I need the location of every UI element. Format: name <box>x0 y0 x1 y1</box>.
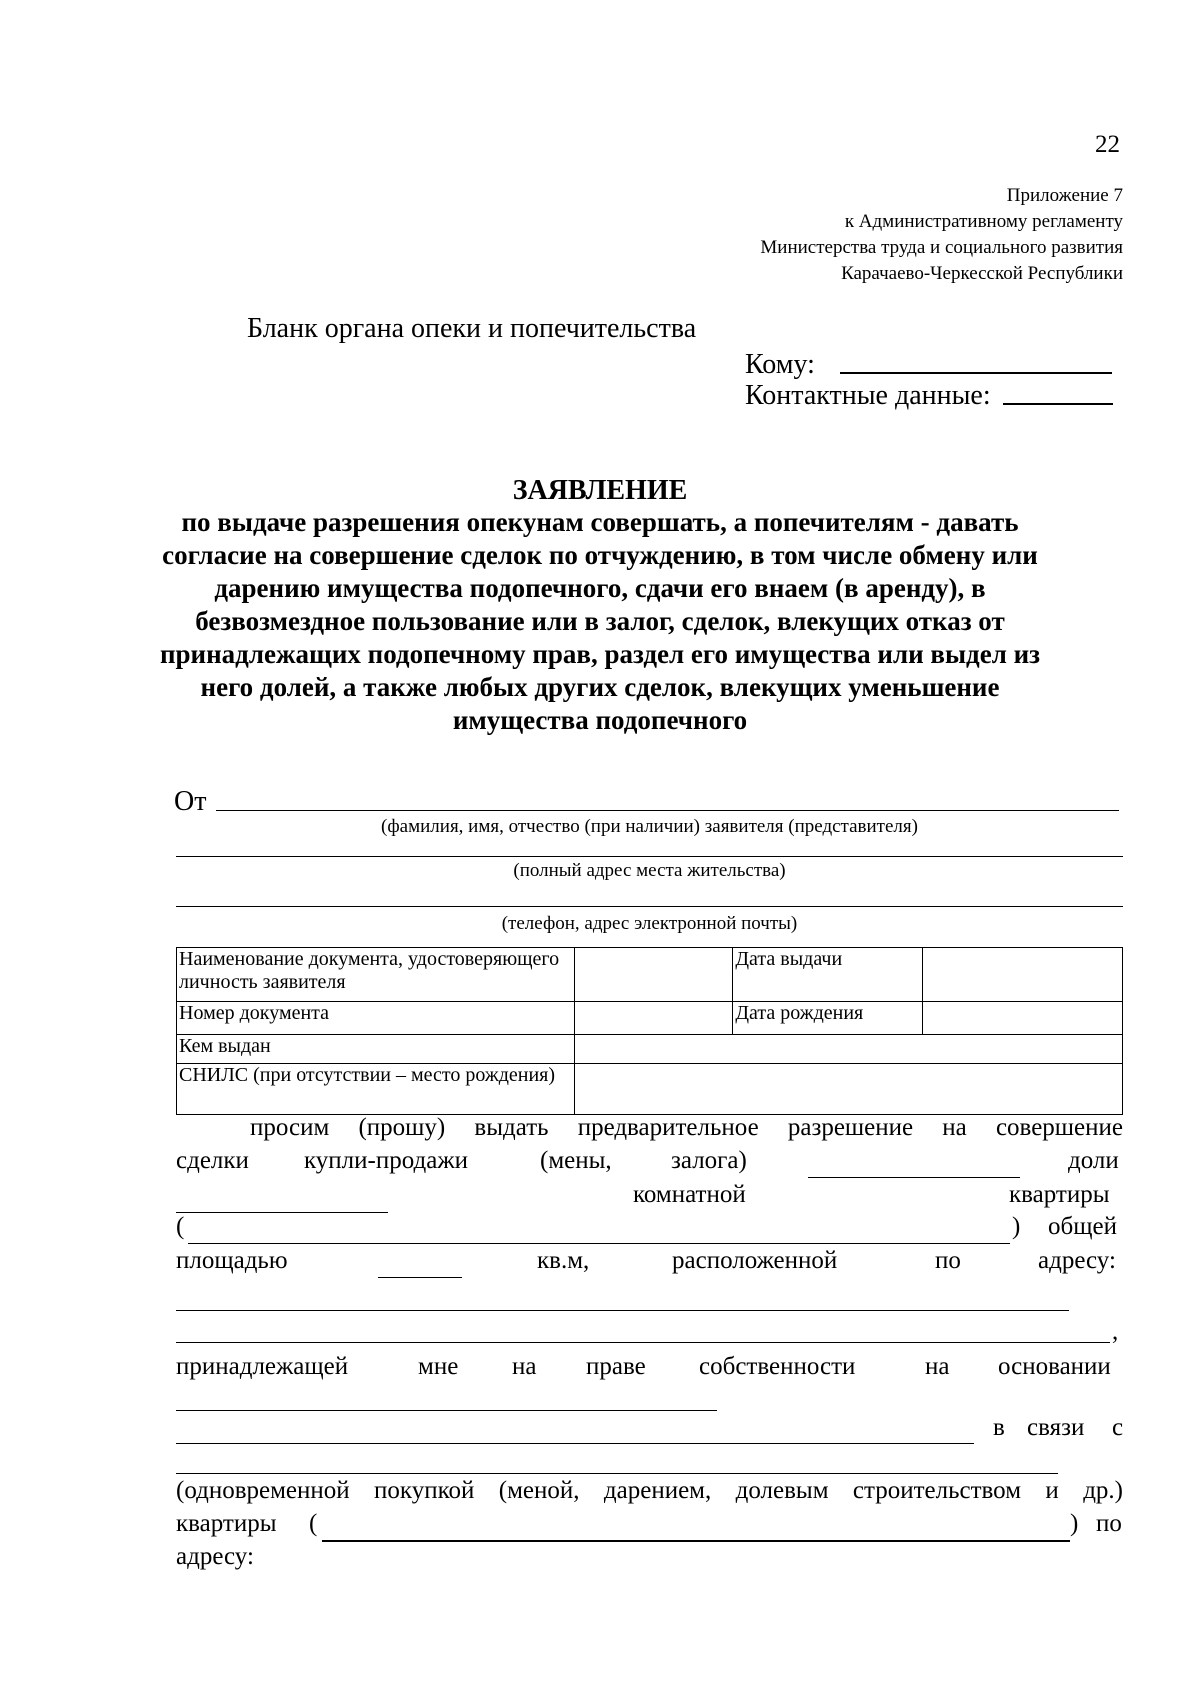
reason-caption: (одновременной покупкой (меной, дарением, долевым строительством и др.) <box>176 1477 1123 1504</box>
doc-name-label: Наименование документа, удостоверяющего личность заявителя <box>177 948 575 1002</box>
appendix-line: Карачаево-Черкесской Республики <box>841 263 1123 284</box>
paren-open: ( <box>176 1213 185 1240</box>
snils-value-cell[interactable] <box>574 1064 1122 1115</box>
rooms-word: комнатной <box>633 1181 746 1208</box>
at-word: по <box>935 1247 961 1274</box>
ownership-word: основании <box>998 1353 1111 1380</box>
ownership-word: на <box>512 1353 537 1380</box>
comma: , <box>1112 1318 1119 1345</box>
ownership-basis-field[interactable] <box>176 1410 717 1411</box>
share-field[interactable] <box>808 1177 1020 1178</box>
in-connection-word: с <box>1112 1414 1124 1441</box>
in-connection-word: связи <box>1027 1414 1085 1441</box>
paren-close-2: ) <box>1070 1510 1079 1537</box>
letterhead-label: Бланк органа опеки и попечительства <box>247 313 697 344</box>
in-connection-word: в <box>993 1414 1005 1441</box>
recipient-contacts-label: Контактные данные: <box>745 380 991 411</box>
subtitle-line: согласие на совершение сделок по отчуждению, в том числе обмену или <box>162 540 1038 570</box>
page-number: 22 <box>1095 131 1120 158</box>
recipient-to-label: Кому: <box>745 349 815 380</box>
table-row <box>177 948 1123 1002</box>
ownership-word: мне <box>418 1353 459 1380</box>
deal-word: купли-продажи <box>304 1147 468 1174</box>
apartment-details-field[interactable] <box>188 1243 1010 1244</box>
applicant-contact-field[interactable] <box>176 906 1123 907</box>
appendix-line: к Административному регламенту <box>844 211 1123 232</box>
at-word-2: по <box>1096 1510 1122 1537</box>
ownership-word: праве <box>586 1353 646 1380</box>
apartment-word: квартиры <box>1009 1181 1110 1208</box>
ownership-word: собственности <box>699 1353 856 1380</box>
sqm-word: кв.м, <box>537 1247 590 1274</box>
doc-name-value-cell[interactable] <box>574 948 733 1002</box>
paren-close: ) <box>1012 1213 1021 1240</box>
from-label: От <box>174 786 207 817</box>
table-row <box>177 1002 1123 1035</box>
reason-field[interactable] <box>176 1473 1058 1474</box>
form-subtitle <box>100 506 1100 737</box>
subtitle-line: безвозмездное пользование или в залог, сделок, влекущих отказ от <box>195 606 1005 636</box>
rooms-field[interactable] <box>176 1212 388 1213</box>
ownership-basis-field-2[interactable] <box>176 1443 974 1444</box>
birth-date-value-cell[interactable] <box>923 1002 1123 1035</box>
located-word: расположенной <box>672 1247 838 1274</box>
issued-by-value-cell[interactable] <box>574 1035 1122 1064</box>
subtitle-line: имущества подопечного <box>452 705 748 735</box>
paren-open-2: ( <box>309 1510 318 1537</box>
total-word: общей <box>1048 1213 1117 1240</box>
ownership-word: на <box>925 1353 950 1380</box>
subtitle-line: него долей, а также любых других сделок, влекущих уменьшение <box>200 672 1000 702</box>
issued-by-label: Кем выдан <box>177 1035 575 1064</box>
deal-word: сделки <box>176 1147 249 1174</box>
issue-date-value-cell[interactable] <box>923 948 1123 1002</box>
applicant-address-caption: (полный адрес места жительства) <box>513 860 786 881</box>
new-apartment-field[interactable] <box>322 1540 1070 1542</box>
apartment-label: квартиры <box>176 1510 277 1537</box>
form-title: ЗАЯВЛЕНИЕ <box>512 475 688 506</box>
birth-date-label: Дата рождения <box>733 1002 923 1035</box>
doc-number-label: Номер документа <box>177 1002 575 1035</box>
share-word: доли <box>1068 1147 1119 1174</box>
property-address-field-2[interactable] <box>176 1342 1110 1343</box>
subtitle-line: по выдаче разрешения опекунам совершать, а попечителям - давать <box>181 507 1019 537</box>
applicant-name-caption: (фамилия, имя, отчество (при наличии) заявителя (представителя) <box>381 816 918 837</box>
id-document-table <box>176 947 1123 1115</box>
recipient-to-field[interactable] <box>840 372 1112 374</box>
area-word: площадью <box>176 1247 288 1274</box>
applicant-name-field[interactable] <box>216 810 1119 811</box>
table-row <box>177 1035 1123 1064</box>
subtitle-line: принадлежащих подопечному прав, раздел его имущества или выдел из <box>159 639 1041 669</box>
address-label: адресу: <box>176 1543 254 1570</box>
doc-number-value-cell[interactable] <box>574 1002 733 1035</box>
property-address-field[interactable] <box>176 1310 1069 1311</box>
issue-date-label: Дата выдачи <box>733 948 923 1002</box>
address-word: адресу: <box>1038 1247 1116 1274</box>
appendix-block <box>760 183 1123 287</box>
deal-word: (мены, <box>540 1147 612 1174</box>
subtitle-line: дарению имущества подопечного, сдачи его внаем (в аренду), в <box>214 573 986 603</box>
applicant-address-field[interactable] <box>176 856 1123 857</box>
snils-label: СНИЛС (при отсутствии – место рождения) <box>177 1064 575 1115</box>
ownership-word: принадлежащей <box>176 1353 349 1380</box>
applicant-contact-caption: (телефон, адрес электронной почты) <box>501 913 798 934</box>
deal-word: залога) <box>671 1147 747 1174</box>
area-field[interactable] <box>378 1277 462 1278</box>
recipient-contacts-field[interactable] <box>1003 403 1113 405</box>
appendix-line: Приложение 7 <box>1006 185 1123 206</box>
appendix-line: Министерства труда и социального развития <box>760 237 1123 258</box>
request-line-1: просим (прошу) выдать предварительное разрешение на совершение <box>250 1114 1123 1141</box>
table-row <box>177 1064 1123 1115</box>
